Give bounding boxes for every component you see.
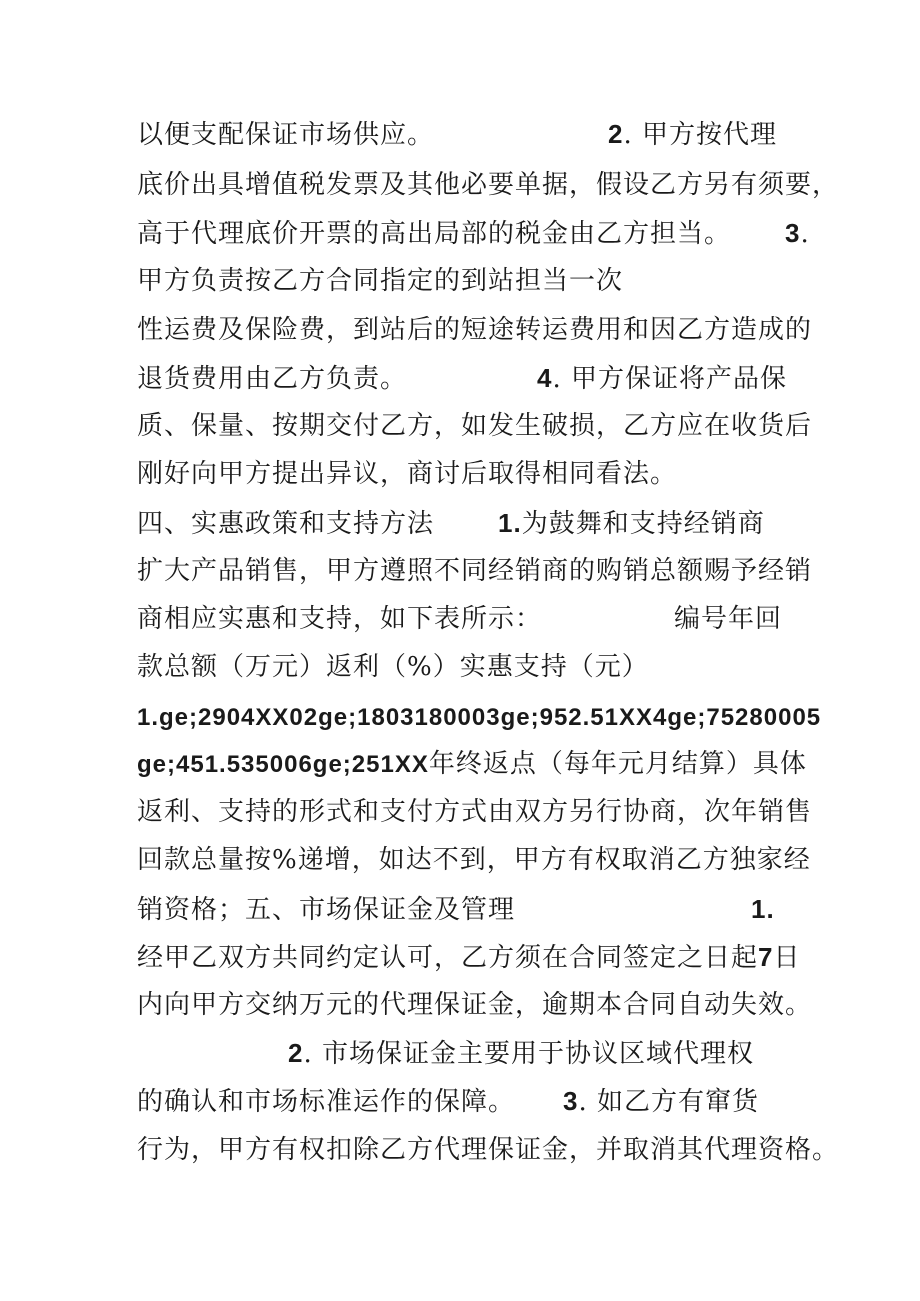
text-line-7: 质、保量、按期交付乙方，如发生破损，乙方应在收货后 — [137, 411, 813, 441]
text-line-20: 2. 市场保证金主要用于协议区域代理权 — [288, 1038, 754, 1069]
text-line-1: 以便支配保证市场供应。 2. 甲方按代理 — [137, 119, 778, 150]
text-line-10: 扩大产品销售，甲方遵照不同经销商的购销总额赐予经销 — [137, 556, 813, 586]
text-line-15: 返利、支持的形式和支付方式由双方另行协商，次年销售 — [137, 797, 813, 827]
text-line-2: 底价出具增值税发票及其他必要单据，假设乙方另有须要， — [137, 170, 840, 200]
text-line-3: 高于代理底价开票的高出局部的税金由乙方担当。 3. — [137, 218, 810, 249]
text-line-17: 销资格；五、市场保证金及管理 1. — [137, 894, 775, 925]
text-line-16: 回款总量按%递增，如达不到，甲方有权取消乙方独家经 — [137, 845, 811, 875]
text-line-8: 刚好向甲方提出异议，商讨后取得相同看法。 — [137, 459, 678, 489]
text-line-19: 内向甲方交纳万元的代理保证金，逾期本合同自动失效。 — [137, 990, 813, 1020]
text-line-11: 商相应实惠和支持，如下表所示： 编号年回 — [137, 604, 783, 634]
text-line-4: 甲方负责按乙方合同指定的到站担当一次 — [137, 266, 624, 296]
text-line-9: 四、实惠政策和支持方法 1.为鼓舞和支持经销商 — [137, 508, 765, 539]
text-line-14: ge;451.535006ge;251XX年终返点（每年元月结算）具体 — [137, 749, 807, 779]
text-line-6: 退货费用由乙方负责。 4. 甲方保证将产品保 — [137, 363, 788, 394]
text-line-5: 性运费及保险费，到站后的短途转运费用和因乙方造成的 — [137, 315, 813, 345]
text-line-12: 款总额（万元）返利（%）实惠支持（元） — [137, 652, 649, 682]
text-line-13: 1.ge;2904XX02ge;1803180003ge;952.51XX4ge;75280005 — [137, 704, 822, 731]
text-line-22: 行为，甲方有权扣除乙方代理保证金，并取消其代理资格。 — [137, 1135, 840, 1165]
text-line-21: 的确认和市场标准运作的保障。 3. 如乙方有窜货 — [137, 1086, 760, 1117]
text-line-18: 经甲乙双方共同约定认可，乙方须在合同签定之日起7日 — [137, 942, 801, 973]
